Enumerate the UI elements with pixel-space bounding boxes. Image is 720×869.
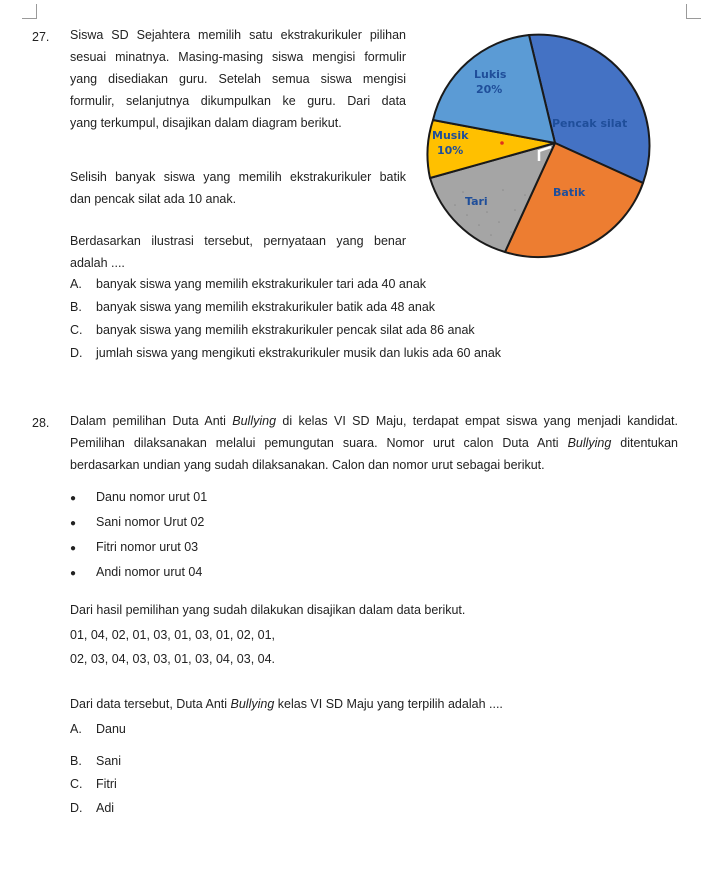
option-label: B. <box>70 300 82 314</box>
extracurricular-pie-chart <box>415 20 685 270</box>
intro-text: di kelas VI SD Maju, terdapat empat siswa yang menjadi kandidat. <box>276 414 678 428</box>
q28-option-d[interactable] <box>70 801 114 821</box>
bullet-icon: ● <box>70 568 77 579</box>
intro-line: yang disediakan guru. Setelah semua siswa mengisi <box>70 72 406 86</box>
musik-marker <box>500 141 504 145</box>
label-tari: Tari <box>465 195 488 208</box>
candidate-item <box>70 515 204 535</box>
prompt-text: kelas VI SD Maju yang terpilih adalah .... <box>274 697 503 711</box>
option-text: jumlah siswa yang mengikuti ekstrakurikuler musik dan lukis ada 60 anak <box>96 346 502 360</box>
label-pencak-silat: Pencak silat <box>552 117 628 130</box>
candidate-item <box>70 490 207 510</box>
intro-line: berdasarkan undian yang sudah dilaksanakan. Calon dan nomor urut sebagai berikut. <box>70 458 545 472</box>
question-28-number: 28. <box>32 416 50 430</box>
intro-line <box>70 410 678 432</box>
q28-option-c[interactable] <box>70 777 117 797</box>
intro-line: Siswa SD Sejahtera memilih satu ekstrakurikuler pilihan <box>70 28 406 42</box>
question-27-intro <box>70 24 406 134</box>
option-label: D. <box>70 346 83 360</box>
q28-option-b[interactable] <box>70 754 121 774</box>
page-corner-mark-left <box>22 4 37 19</box>
option-text: Danu <box>96 722 126 736</box>
intro-line: yang terkumpul, disajikan dalam diagram berikut. <box>70 116 342 130</box>
intro-line <box>70 432 678 454</box>
label-lukis-percent: 20% <box>476 83 503 96</box>
prompt-line: adalah .... <box>70 256 125 270</box>
candidate-text: Andi nomor urut 04 <box>96 565 203 579</box>
data-intro: Dari hasil pemilihan yang sudah dilakukan disajikan dalam data berikut. <box>70 603 466 617</box>
option-text: Fitri <box>96 777 117 791</box>
question-27-number: 27. <box>32 30 50 44</box>
candidate-text: Sani nomor Urut 02 <box>96 515 205 529</box>
option-text: banyak siswa yang memilih ekstrakurikuler batik ada 48 anak <box>96 300 436 314</box>
option-text: Adi <box>96 801 115 815</box>
intro-italic: Bullying <box>232 414 277 428</box>
prompt-text: Dari data tersebut, Duta Anti <box>70 697 231 711</box>
label-batik: Batik <box>553 186 586 199</box>
candidate-item <box>70 565 202 585</box>
question-28-prompt <box>70 697 503 711</box>
label-musik-percent: 10% <box>437 144 464 157</box>
info-line: dan pencak silat ada 10 anak. <box>70 192 237 206</box>
option-text: banyak siswa yang memilih ekstrakurikuler pencak silat ada 86 anak <box>96 323 475 337</box>
bullet-icon: ● <box>70 543 77 554</box>
info-line: Selisih banyak siswa yang memilih ekstrakurikuler batik <box>70 170 406 184</box>
intro-text: ditentukan <box>611 436 678 450</box>
q27-option-a[interactable] <box>70 277 426 297</box>
intro-line: formulir, selanjutnya dikumpulkan ke guru. Dari data <box>70 94 406 108</box>
option-label: D. <box>70 801 83 815</box>
q28-option-a[interactable] <box>70 722 126 742</box>
q27-option-c[interactable] <box>70 323 475 343</box>
option-label: A. <box>70 277 82 291</box>
question-27-prompt <box>70 230 406 274</box>
prompt-italic: Bullying <box>230 697 275 711</box>
candidate-item <box>70 540 198 560</box>
option-label: B. <box>70 754 82 768</box>
vote-data-line: 01, 04, 02, 01, 03, 01, 03, 01, 02, 01, <box>70 628 276 642</box>
q27-option-d[interactable] <box>70 346 501 366</box>
prompt-line: Berdasarkan ilustrasi tersebut, pernyataan yang benar <box>70 234 406 248</box>
question-28-intro <box>70 410 678 476</box>
option-text: Sani <box>96 754 122 768</box>
label-musik: Musik <box>432 129 469 142</box>
intro-text: Pemilihan dilaksanakan melalui pemungutan suara. Nomor urut calon Duta Anti <box>70 436 568 450</box>
candidate-text: Danu nomor urut 01 <box>96 490 208 504</box>
option-label: C. <box>70 323 83 337</box>
q27-option-b[interactable] <box>70 300 435 320</box>
option-text: banyak siswa yang memilih ekstrakurikuler tari ada 40 anak <box>96 277 427 291</box>
bullet-icon: ● <box>70 493 77 504</box>
bullet-icon: ● <box>70 518 77 529</box>
intro-text: Dalam pemilihan Duta Anti <box>70 414 233 428</box>
question-27-info <box>70 166 406 210</box>
intro-italic: Bullying <box>567 436 612 450</box>
label-lukis: Lukis <box>474 68 507 81</box>
option-label: C. <box>70 777 83 791</box>
intro-line: sesuai minatnya. Masing-masing siswa mengisi formulir <box>70 50 406 64</box>
page-corner-mark-right <box>686 4 701 19</box>
option-label: A. <box>70 722 82 736</box>
vote-data-line: 02, 03, 04, 03, 03, 01, 03, 04, 03, 04. <box>70 652 276 666</box>
candidate-text: Fitri nomor urut 03 <box>96 540 199 554</box>
